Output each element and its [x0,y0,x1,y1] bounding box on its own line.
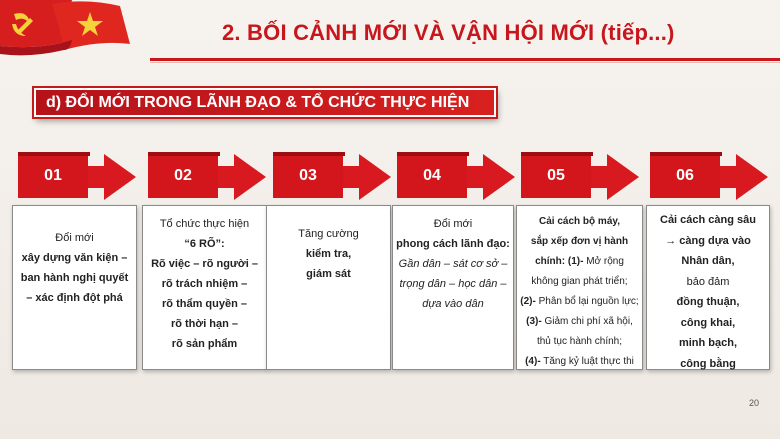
card-text: phong cách lãnh đạo: [396,238,510,250]
card-02 [142,205,267,370]
title-underline-thin [150,62,780,63]
card-text: ban hành nghị quyết [20,272,129,284]
card-text: (4)- [525,356,541,367]
card-text: trọng dân – học dân – [399,278,507,290]
card-text: rõ thời hạn – [170,318,239,330]
card-text: Tăng cường [298,228,359,240]
step-number: 04 [423,167,441,184]
card-text: (3)- [526,316,542,327]
card-text: Phân bổ lại nguồn lực; [535,296,639,307]
card-text: “6 RÕ”: [184,238,225,250]
card-text: (2)- [520,296,536,307]
card-text: giám sát [306,268,351,280]
card-01 [12,205,137,370]
card-text: dựa vào dân [422,298,484,310]
card-text: rõ trách nhiệm – [161,278,248,290]
card-06 [646,205,770,370]
card-text: sắp xếp đơn vị hành [530,236,629,247]
card-text: Cải cách càng sâu [660,214,756,226]
card-text: thủ tục hành chính; [536,336,623,347]
step-arrow-06 [650,148,771,206]
step-arrow-03 [273,148,394,206]
card-text: → càng dựa vào [665,234,751,247]
card-text: Gần dân – sát cơ sở – [398,258,508,270]
card-text: công khai, [680,316,736,329]
card-text: Rõ việc – rõ người – [151,258,258,270]
step-arrow-02 [148,148,269,206]
card-text: Tăng kỷ luật thực thi [540,356,634,367]
card-text: (1)- [565,256,584,267]
step-number: 03 [299,167,317,184]
card-text: công bằng [680,357,736,370]
section-header [34,88,496,117]
card-text: không gian phát triển; [531,276,628,287]
title-underline [150,58,780,61]
card-text: Giảm chi phí xã hội, [541,316,633,327]
step-arrow-05 [521,148,642,206]
card-text: kiểm tra, [305,248,352,260]
card-03 [266,205,391,370]
card-05 [516,205,643,370]
step-number: 01 [44,167,62,184]
card-text: Đổi mới [433,218,473,230]
step-number: 06 [676,167,694,184]
card-text: xây dựng văn kiện – [21,252,128,264]
card-text: rõ thẩm quyền – [162,298,247,310]
card-text: Tổ chức thực hiện [159,218,250,230]
section-title: d) ĐỔI MỚI TRONG LÃNH ĐẠO & TỔ CHỨC THỰC HIỆN [46,94,470,111]
step-arrow-01 [18,148,139,206]
step-number: 05 [547,167,565,184]
card-text: Nhân dân, [681,255,735,267]
card-text: chính: [535,256,566,267]
page-number: 20 [749,398,760,408]
card-text: Mở rộng [583,256,624,267]
step-arrow-04 [397,148,518,206]
flags-graphic [0,0,130,62]
card-text: minh bạch, [678,337,738,349]
card-04 [392,205,514,370]
card-text: rõ sản phẩm [171,338,238,350]
card-text: – xác định đột phá [26,292,123,304]
card-text: Cải cách bộ máy, [539,216,620,227]
card-text: Đổi mới [55,232,94,244]
page-title: 2. BỐI CẢNH MỚI VÀ VẬN HỘI MỚI (tiếp...) [222,20,675,45]
card-text: đồng thuận, [676,296,740,308]
step-number: 02 [174,167,192,184]
card-text: bảo đảm [686,275,730,288]
